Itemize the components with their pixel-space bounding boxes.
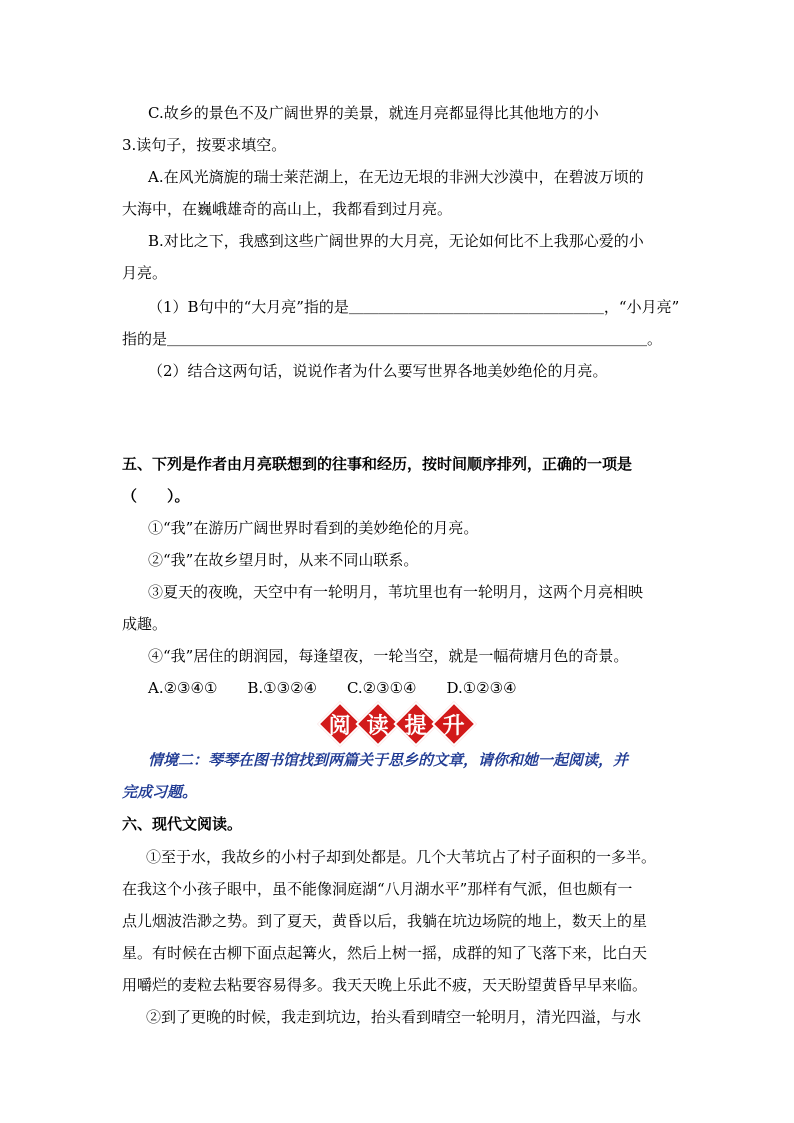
q3-sentence-a-line2: 大海中，在巍峨雄奇的高山上，我都看到过月亮。 — [122, 200, 453, 218]
reading-banner — [322, 708, 472, 740]
q6-paragraph-1-line5: 用嚼烂的麦粒去粘要容易得多。我天天晚上乐此不疲，天天盼望黄昏早早来临。 — [122, 976, 648, 994]
q5-item-3-line1: ③夏天的夜晚，天空中有一轮明月，苇坑里也有一轮明月，这两个月亮相映 — [148, 583, 644, 601]
scenario-line1: 情境二：琴琴在图书馆找到两篇关于思乡的文章，请你和她一起阅读，并 — [148, 751, 629, 769]
q6-title: 六、现代文阅读。 — [122, 815, 243, 833]
scenario-line2: 完成习题。 — [122, 783, 198, 801]
q5-title-line2: （ ）。 — [122, 487, 190, 505]
q3-sub2: （2）结合这两句话，说说作者为什么要写世界各地美妙绝伦的月亮。 — [148, 362, 608, 380]
q5-item-4: ④“我”居住的朗润园，每逢望夜，一轮当空，就是一幅荷塘月色的奇景。 — [148, 647, 629, 665]
q5-item-2: ②“我”在故乡望月时，从来不同山联系。 — [148, 551, 419, 569]
q5-item-1: ①“我”在游历广阔世界时看到的美妙绝伦的月亮。 — [148, 519, 479, 537]
q5-item-3-line2: 成趣。 — [122, 615, 168, 633]
banner-tile: 阅 — [317, 701, 362, 746]
q6-paragraph-1-line4: 星。有时候在古柳下面点起篝火，然后上树一摇，成群的知了飞落下来，比白天 — [122, 944, 648, 962]
q6-paragraph-1-line3: 点儿烟波浩渺之势。到了夏天，黄昏以后，我躺在坑边场院的地上，数天上的星 — [122, 912, 648, 930]
q6-paragraph-1-line1: ①至于水，我故乡的小村子却到处都是。几个大苇坑占了村子面积的一多半。 — [146, 848, 657, 866]
q6-paragraph-2-line1: ②到了更晚的时候，我走到坑边，抬头看到晴空一轮明月，清光四溢，与水 — [146, 1008, 642, 1026]
q5-options: A.②③④① B.①③②④ C.②③①④ D.①②③④ — [148, 679, 517, 697]
q5-title-line1: 五、下列是作者由月亮联想到的往事和经历，按时间顺序排列，正确的一项是 — [122, 455, 633, 473]
banner-tile: 提 — [393, 701, 438, 746]
q3-sentence-a-line1: A.在风光旖旎的瑞士莱茫湖上，在无边无垠的非洲大沙漠中，在碧波万顷的 — [148, 168, 644, 186]
q3-option-c: C.故乡的景色不及广阔世界的美景，就连月亮都显得比其他地方的小 — [148, 104, 599, 122]
banner-tile: 读 — [355, 701, 400, 746]
q3-title: 3.读句子，按要求填空。 — [122, 136, 287, 154]
q3-sentence-b-line2: 月亮。 — [122, 264, 168, 282]
banner-tile: 升 — [431, 701, 476, 746]
q3-sentence-b-line1: B.对比之下，我感到这些广阔世界的大月亮，无论如何比不上我那心爱的小 — [148, 232, 644, 250]
q3-sub1-line2: 指的是＿＿＿＿＿＿＿＿＿＿＿＿＿＿＿＿＿＿＿＿＿＿＿＿＿＿＿＿＿＿＿＿。 — [122, 330, 663, 348]
q3-sub1-line1: （1）B句中的“大月亮”指的是＿＿＿＿＿＿＿＿＿＿＿＿＿＿＿＿＿，“小月亮” — [148, 298, 680, 316]
q6-paragraph-1-line2: 在我这个小孩子眼中，虽不能像洞庭湖“八月湖水平”那样有气派，但也颇有一 — [122, 880, 633, 898]
